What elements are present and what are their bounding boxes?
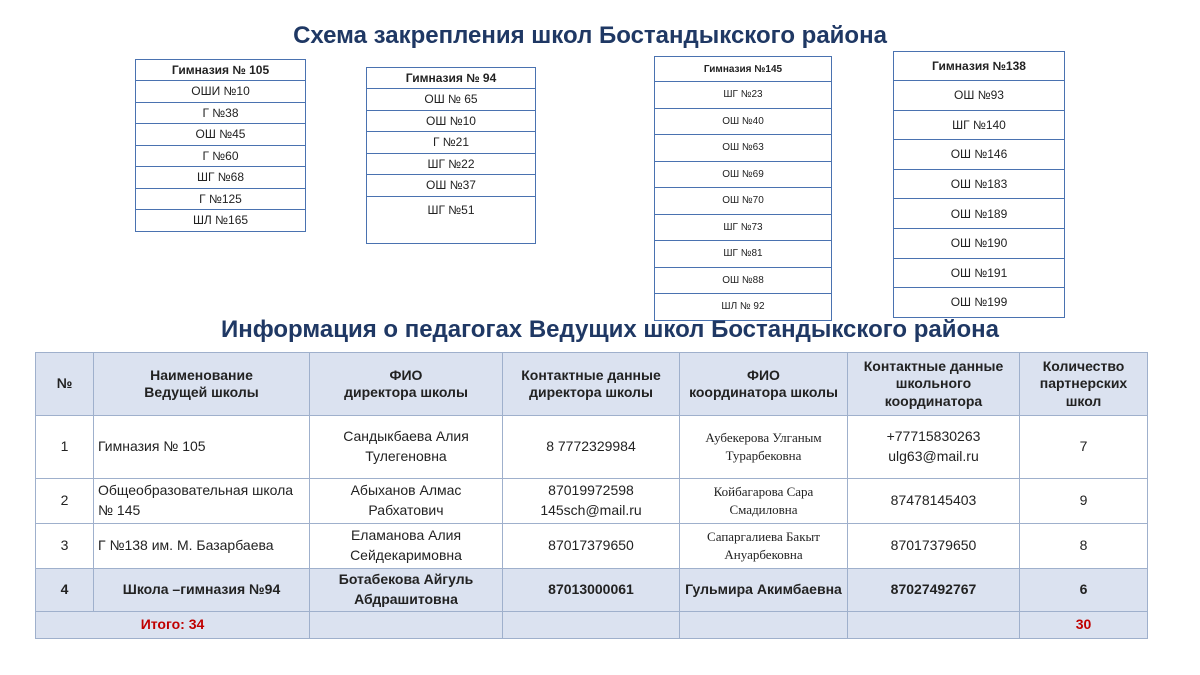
scheme-school-item: Г №125 xyxy=(136,188,306,210)
total-partners: 30 xyxy=(1020,612,1148,639)
coordinator-contact: +77715830263 ulg63@mail.ru xyxy=(848,416,1020,479)
empty-cell xyxy=(503,612,680,639)
scheme-school-item: Г №38 xyxy=(136,102,306,124)
scheme-school-item: ОШ №69 xyxy=(655,161,832,188)
partner-count: 9 xyxy=(1020,479,1148,524)
column-header-coordinator: ФИО координатора школы xyxy=(680,353,848,416)
coordinator-name: Аубекерова Улганым Турарбековна xyxy=(680,416,848,479)
director-contact: 87013000061 xyxy=(503,569,680,612)
scheme-table-header: Гимназия №145 xyxy=(655,57,832,82)
row-number: 1 xyxy=(36,416,94,479)
scheme-table-header: Гимназия № 105 xyxy=(136,60,306,81)
scheme-table-gymnasium-94 xyxy=(366,67,536,244)
scheme-school-item: ШГ №81 xyxy=(655,241,832,268)
director-name: Сандыкбаева Алия Тулегеновна xyxy=(310,416,503,479)
scheme-school-item: ОШ №70 xyxy=(655,188,832,215)
coordinator-contact: 87478145403 xyxy=(848,479,1020,524)
coordinator-contact: 87017379650 xyxy=(848,524,1020,569)
scheme-school-item: ОШ №45 xyxy=(136,124,306,146)
table-row xyxy=(36,416,1148,479)
table-row xyxy=(36,479,1148,524)
row-number: 3 xyxy=(36,524,94,569)
coordinator-name: Койбагарова Сара Смадиловна xyxy=(680,479,848,524)
partner-count: 8 xyxy=(1020,524,1148,569)
scheme-school-item: ОШ №93 xyxy=(894,81,1065,111)
column-header-partners: Количество партнерских школ xyxy=(1020,353,1148,416)
scheme-school-item: ШГ №23 xyxy=(655,82,832,109)
director-contact: 87017379650 xyxy=(503,524,680,569)
scheme-school-item: ОШИ №10 xyxy=(136,81,306,103)
director-contact: 8 7772329984 xyxy=(503,416,680,479)
scheme-table-header: Гимназия № 94 xyxy=(367,68,536,89)
column-header-school: Наименование Ведущей школы xyxy=(94,353,310,416)
info-title: Информация о педагогах Ведущих школ Бостандыкского района xyxy=(220,316,1000,343)
scheme-school-item: ШГ №51 xyxy=(367,196,536,243)
director-name: Абыханов Алмас Рабхатович xyxy=(310,479,503,524)
total-label: Итого: 34 xyxy=(36,612,310,639)
scheme-school-item: ШГ №68 xyxy=(136,167,306,189)
scheme-school-item: ОШ №37 xyxy=(367,175,536,197)
column-header-number: № xyxy=(36,353,94,416)
scheme-school-item: ШЛ №165 xyxy=(136,210,306,232)
row-number: 2 xyxy=(36,479,94,524)
scheme-table-header: Гимназия №138 xyxy=(894,52,1065,81)
director-name: Еламанова Алия Сейдекаримовна xyxy=(310,524,503,569)
scheme-school-item: ШЛ № 92 xyxy=(655,294,832,321)
scheme-title: Схема закрепления школ Бостандыкского района xyxy=(293,22,887,49)
scheme-school-item: ОШ №146 xyxy=(894,140,1065,170)
coordinator-contact: 87027492767 xyxy=(848,569,1020,612)
teachers-info-table xyxy=(35,352,1148,639)
scheme-school-item: ШГ №22 xyxy=(367,153,536,175)
empty-cell xyxy=(680,612,848,639)
scheme-school-item: ОШ №199 xyxy=(894,288,1065,318)
table-row xyxy=(36,569,1148,612)
school-name: Г №138 им. М. Базарбаева xyxy=(94,524,310,569)
partner-count: 6 xyxy=(1020,569,1148,612)
school-name: Гимназия № 105 xyxy=(94,416,310,479)
director-name: Ботабекова Айгуль Абдрашитовна xyxy=(310,569,503,612)
scheme-school-item: ОШ №10 xyxy=(367,110,536,132)
scheme-table-gymnasium-138 xyxy=(893,51,1065,318)
column-header-coordinator-contact: Контактные данные школьного координатора xyxy=(848,353,1020,416)
empty-cell xyxy=(310,612,503,639)
column-header-director: ФИО директора школы xyxy=(310,353,503,416)
scheme-school-item: ОШ № 65 xyxy=(367,89,536,111)
scheme-school-item: ОШ №88 xyxy=(655,267,832,294)
scheme-school-item: Г №60 xyxy=(136,145,306,167)
scheme-table-gymnasium-105 xyxy=(135,59,306,232)
row-number: 4 xyxy=(36,569,94,612)
scheme-school-item: ОШ №183 xyxy=(894,169,1065,199)
school-name: Общеобразовательная школа № 145 xyxy=(94,479,310,524)
scheme-school-item: Г №21 xyxy=(367,132,536,154)
coordinator-name: Гульмира Акимбаевна xyxy=(680,569,848,612)
scheme-table-gymnasium-145 xyxy=(654,56,832,321)
scheme-school-item: ОШ №63 xyxy=(655,135,832,162)
coordinator-name: Сапаргалиева Бакыт Ануарбековна xyxy=(680,524,848,569)
scheme-school-item: ОШ №40 xyxy=(655,108,832,135)
partner-count: 7 xyxy=(1020,416,1148,479)
scheme-school-item: ОШ №190 xyxy=(894,228,1065,258)
empty-cell xyxy=(848,612,1020,639)
table-row xyxy=(36,524,1148,569)
scheme-school-item: ШГ №73 xyxy=(655,214,832,241)
scheme-school-item: ШГ №140 xyxy=(894,110,1065,140)
school-name: Школа –гимназия №94 xyxy=(94,569,310,612)
total-row xyxy=(36,612,1148,639)
scheme-school-item: ОШ №191 xyxy=(894,258,1065,288)
scheme-school-item: ОШ №189 xyxy=(894,199,1065,229)
column-header-director-contact: Контактные данные директора школы xyxy=(503,353,680,416)
director-contact: 87019972598 145sch@mail.ru xyxy=(503,479,680,524)
